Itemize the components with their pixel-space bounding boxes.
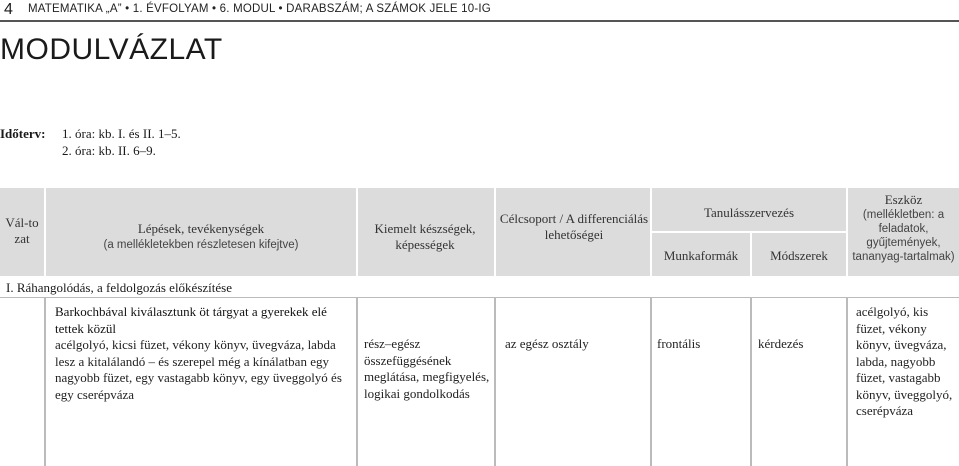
page-title: MODULVÁZLAT [0, 33, 223, 66]
col-divider [750, 297, 752, 466]
header-rule [0, 20, 959, 22]
col-header-tools-title: Eszköz [884, 192, 923, 207]
col-divider [356, 297, 358, 466]
col-header-tools [848, 192, 959, 264]
col-header-tools-sub: (mellékletben: a feladatok, gyűjtemények, tananyag-tartalmak) [852, 209, 955, 263]
section-heading [0, 277, 959, 297]
col-header-variant-label: Vál-tozat [5, 215, 39, 246]
col-divider [846, 297, 848, 466]
col-header-organisation: Tanulásszervezés [703, 205, 795, 220]
col-divider [650, 188, 652, 276]
col-header-variant [4, 215, 44, 247]
col-divider [44, 188, 46, 276]
col-header-steps [46, 221, 356, 253]
section-heading-label: I. Ráhangolódás, a feldolgozás előkészítése [6, 280, 232, 295]
skills-cell: rész–egész összefüggésének meglátása, megfigyelés, logikai gondolkodás [364, 336, 490, 401]
page-number: 4 [4, 1, 13, 18]
col-header-workform: Munkaformák [663, 248, 739, 263]
method-cell: kérdezés [758, 336, 804, 351]
col-header-target: Célcsoport / A differenciálás lehetőségei [499, 211, 649, 242]
col-header-steps-sub: (a mellékletekben részletesen kifejtve) [103, 239, 299, 251]
col-header-method: Módszerek [770, 248, 828, 263]
col-divider [494, 188, 496, 276]
activity-description: acélgolyó, kicsi füzet, vékony könyv, üvegváza, labda lesz a kitalálandó – és szerepel még a kínálatban egy nagyobb füzet, egy vastagabb könyv, egy üveggolyó és egy cserépváza [55, 337, 342, 402]
time-plan-line-2: 2. óra: kb. II. 6–9. [62, 143, 156, 158]
tools-cell: acélgolyó, kis füzet, vékony könyv, üvegváza, labda, nagyobb füzet, vastagabb könyv, üveggolyó, cserépváza [856, 304, 953, 418]
activity-cell [55, 304, 353, 403]
time-plan-label: Időterv: [0, 126, 46, 141]
col-divider [494, 297, 496, 466]
activity-title: Barkochbával kiválasztunk öt tárgyat a gyerekek elé tettek közül [55, 304, 327, 336]
col-header-organisation-rule [652, 231, 846, 233]
col-divider [356, 188, 358, 276]
col-header-steps-title: Lépések, tevékenységek [137, 221, 265, 236]
col-divider [650, 297, 652, 466]
col-divider [846, 188, 848, 276]
time-plan-line-1: 1. óra: kb. I. és II. 1–5. [62, 126, 181, 141]
running-header: MATEMATIKA „A” • 1. ÉVFOLYAM • 6. MODUL • DARABSZÁM; A SZÁMOK JELE 10-IG [28, 3, 491, 15]
workform-cell: frontális [657, 336, 701, 351]
col-header-skills: Kiemelt készségek, képességek [374, 221, 476, 252]
col-divider [44, 297, 46, 466]
target-cell: az egész osztály [505, 336, 589, 351]
